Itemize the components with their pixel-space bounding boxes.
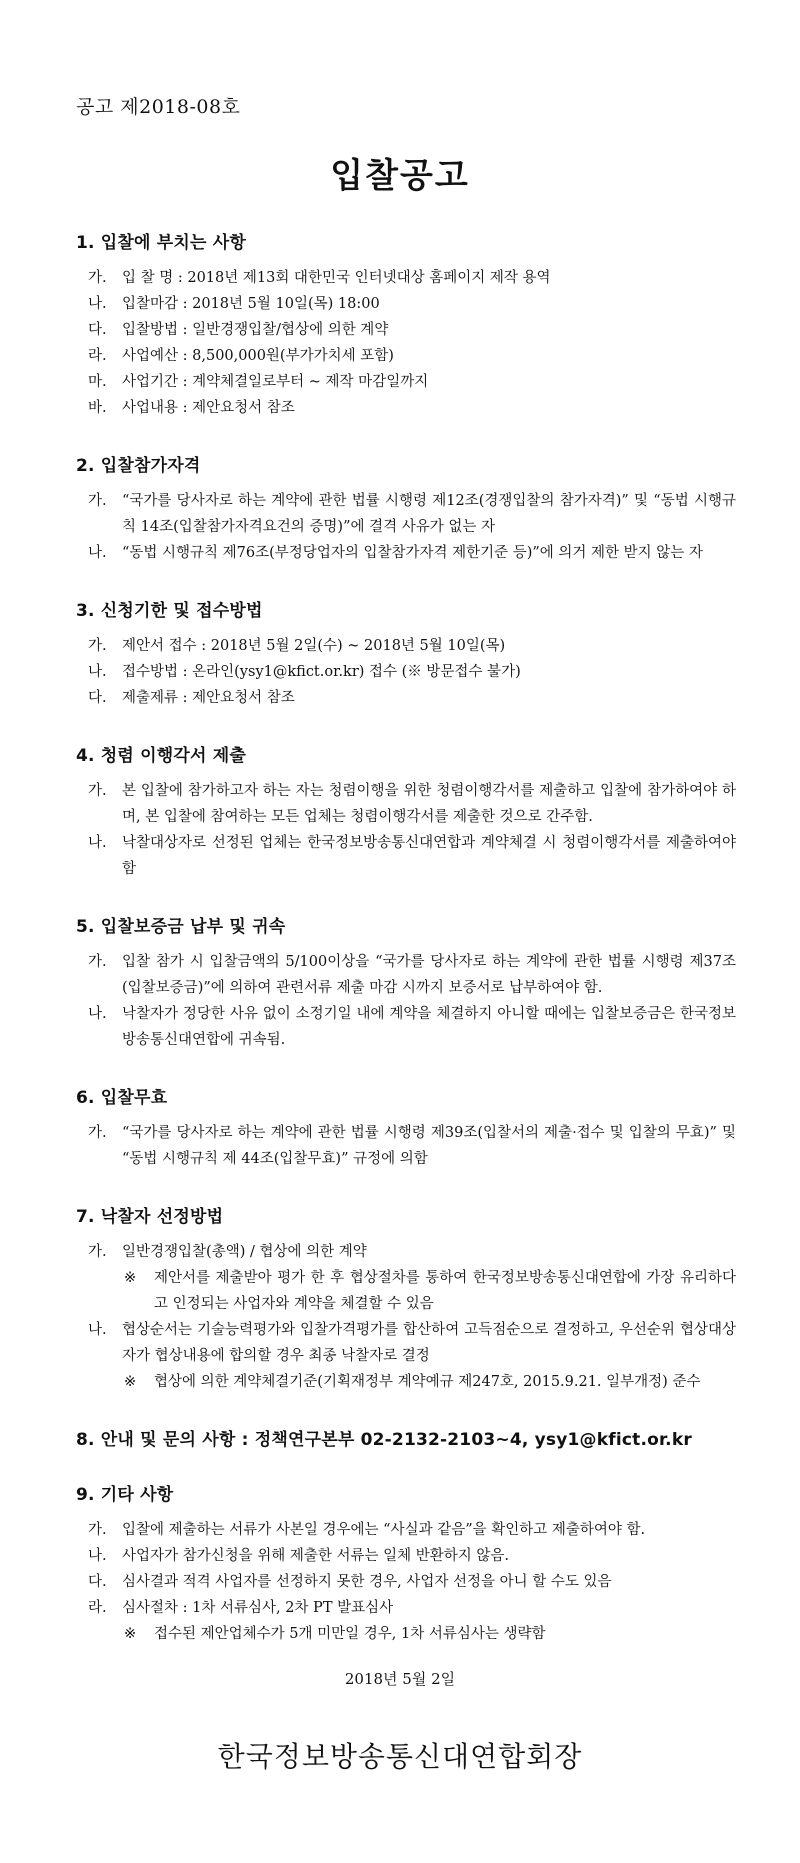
list-item: [76, 949, 736, 1001]
item-text: “동법 시행규칙 제76조(부정당업자의 입찰참가자격 제한기준 등)”에 의거 제한 받지 않는 자: [122, 545, 703, 561]
list-item: [76, 395, 736, 421]
section-heading: 3. 신청기한 및 접수방법: [76, 601, 263, 621]
item-text: 입 찰 명 : 2018년 제13회 대한민국 인터넷대상 홈페이지 제작 용역: [122, 270, 551, 286]
item-text: 접수방법 : 온라인(ysy1@kfict.or.kr) 접수 (※ 방문접수 불가): [122, 664, 521, 680]
list-item: [76, 659, 736, 685]
item-marker: 나.: [88, 1548, 107, 1564]
list-item: [76, 1239, 736, 1265]
note-mark: ※: [124, 1270, 137, 1286]
item-text: “국가를 당사자로 하는 계약에 관한 법률 시행령 제39조(입찰서의 제출·접수 및 입찰의 무효)” 및 “동법 시행규칙 제 44조(입찰무효)” 규정에 의함: [122, 1125, 736, 1167]
item-marker: 가.: [88, 493, 107, 509]
item-marker: 가.: [88, 954, 107, 970]
item-text: 사업내용 : 제안요청서 참조: [122, 400, 295, 416]
list-item: [76, 685, 736, 711]
item-text: 입찰에 제출하는 서류가 사본일 경우에는 “사실과 같음”을 확인하고 제출하여야 함.: [122, 1522, 646, 1538]
section-4: [76, 741, 736, 882]
list-item: [76, 1517, 736, 1543]
item-marker: 나.: [88, 1006, 107, 1022]
section-1: [76, 228, 736, 421]
note-text: 제안서를 제출받아 평가 한 후 협상절차를 통하여 한국정보방송통신대연합에 가장 유리하다고 인정되는 사업자와 계약을 체결할 수 있음: [154, 1270, 736, 1312]
note-text: 협상에 의한 계약체결기준(기획재정부 계약예규 제247호, 2015.9.21. 일부개정) 준수: [154, 1374, 701, 1390]
item-text: 제출제류 : 제안요청서 참조: [122, 690, 295, 706]
item-text: “국가를 당사자로 하는 계약에 관한 법률 시행령 제12조(경쟁입찰의 참가자격)” 및 “동법 시행규칙 14조(입찰참가자격요건의 증명)”에 결격 사유가 없는 자: [122, 493, 736, 535]
list-item: [76, 343, 736, 369]
item-text: 본 입찰에 참가하고자 하는 자는 청렴이행을 위한 청렴이행각서를 제출하고 입찰에 참가하여야 하며, 본 입찰에 참여하는 모든 업체는 청렴이행각서를 제출한 것으로 간주함.: [122, 783, 736, 825]
section-heading: 7. 낙찰자 선정방법: [76, 1207, 224, 1227]
item-marker: 라.: [88, 1600, 107, 1616]
item-text: 입찰 참가 시 입찰금액의 5/100이상을 “국가를 당사자로 하는 계약에 관한 법률 시행령 제37조(입찰보증금)”에 의하여 관련서류 제출 마감 시까지 보증서로 납부하여야 함.: [122, 954, 736, 996]
item-text: 낙찰대상자로 선정된 업체는 한국정보방송통신대연합과 계약체결 시 청렴이행각서를 제출하여야 함: [122, 835, 736, 877]
item-text: 심사절차 : 1차 서류심사, 2차 PT 발표심사: [122, 1600, 394, 1616]
section-heading: 9. 기타 사항: [76, 1485, 174, 1505]
section-heading: 5. 입찰보증금 납부 및 귀속: [76, 917, 286, 937]
list-item: [76, 317, 736, 343]
list-item: [76, 291, 736, 317]
note-mark: ※: [124, 1374, 137, 1390]
item-text: 제안서 접수 : 2018년 5월 2일(수) ~ 2018년 5월 10일(목): [122, 638, 506, 654]
section-9: [76, 1480, 736, 1647]
section-3: [76, 596, 736, 711]
item-marker: 가.: [88, 1125, 107, 1141]
item-note: [76, 1369, 736, 1395]
section-6: [76, 1083, 736, 1172]
list-item: [76, 1001, 736, 1053]
item-text: 입찰방법 : 일반경쟁입찰/협상에 의한 계약: [122, 322, 389, 338]
item-marker: 가.: [88, 783, 107, 799]
section-heading: 1. 입찰에 부치는 사항: [76, 233, 247, 253]
item-marker: 가.: [88, 270, 107, 286]
list-item: [76, 265, 736, 291]
notice-body: [76, 228, 736, 1677]
list-item: [76, 369, 736, 395]
note-text: 접수된 제안업체수가 5개 미만일 경우, 1차 서류심사는 생략함: [154, 1626, 546, 1642]
item-text: 낙찰자가 정당한 사유 없이 소정기일 내에 계약을 체결하지 아니할 때에는 입찰보증금은 한국정보방송통신대연합에 귀속됨.: [122, 1006, 736, 1048]
list-item: [76, 1317, 736, 1369]
item-marker: 다.: [88, 322, 107, 338]
item-text: 사업기간 : 계약체결일로부터 ~ 제작 마감일까지: [122, 374, 429, 390]
item-marker: 마.: [88, 374, 107, 390]
issuer-name: 한국정보방송통신대연합회장: [217, 1740, 583, 1773]
list-item: [76, 778, 736, 830]
item-text: 심사결과 적격 사업자를 선정하지 못한 경우, 사업자 선정을 아니 할 수도 있음: [122, 1574, 612, 1590]
list-item: [76, 1120, 736, 1172]
item-text: 입찰마감 : 2018년 5월 10일(목) 18:00: [122, 296, 380, 312]
item-marker: 가.: [88, 1522, 107, 1538]
notice-number: 공고 제2018-08호: [76, 96, 241, 118]
item-marker: 나.: [88, 664, 107, 680]
item-marker: 라.: [88, 348, 107, 364]
list-item: [76, 540, 736, 566]
item-marker: 다.: [88, 1574, 107, 1590]
item-note: [76, 1265, 736, 1317]
section-2: [76, 451, 736, 566]
item-marker: 가.: [88, 1244, 107, 1260]
item-marker: 나.: [88, 835, 107, 851]
list-item: [76, 633, 736, 659]
list-item: [76, 1569, 736, 1595]
list-item: [76, 830, 736, 882]
item-note: [76, 1621, 736, 1647]
item-marker: 나.: [88, 1322, 107, 1338]
item-marker: 나.: [88, 296, 107, 312]
item-text: 사업자가 참가신청을 위해 제출한 서류는 일체 반환하지 않음.: [122, 1548, 510, 1564]
item-marker: 나.: [88, 545, 107, 561]
section-heading: 8. 안내 및 문의 사항 : 정책연구본부 02-2132-2103~4, ysy1@kfict.or.kr: [76, 1430, 692, 1450]
list-item: [76, 488, 736, 540]
item-text: 협상순서는 기술능력평가와 입찰가격평가를 합산하여 고득점순으로 결정하고, 우선순위 협상대상자가 협상내용에 합의할 경우 최종 낙찰자로 결정: [122, 1322, 736, 1364]
page-title: 입찰공고: [330, 156, 470, 196]
section-heading: 2. 입찰참가자격: [76, 456, 201, 476]
item-text: 사업예산 : 8,500,000원(부가가치세 포함): [122, 348, 394, 364]
item-marker: 바.: [88, 400, 107, 416]
section-5: [76, 912, 736, 1053]
item-marker: 다.: [88, 690, 107, 706]
item-text: 일반경쟁입찰(총액) / 협상에 의한 계약: [122, 1244, 367, 1260]
section-heading: 6. 입찰무효: [76, 1088, 168, 1108]
section-heading: 4. 청렴 이행각서 제출: [76, 746, 247, 766]
list-item: [76, 1595, 736, 1621]
list-item: [76, 1543, 736, 1569]
notice-date: 2018년 5월 2일: [344, 1670, 456, 1688]
section-7: [76, 1202, 736, 1395]
item-marker: 가.: [88, 638, 107, 654]
note-mark: ※: [124, 1626, 137, 1642]
section-8: [76, 1425, 736, 1450]
